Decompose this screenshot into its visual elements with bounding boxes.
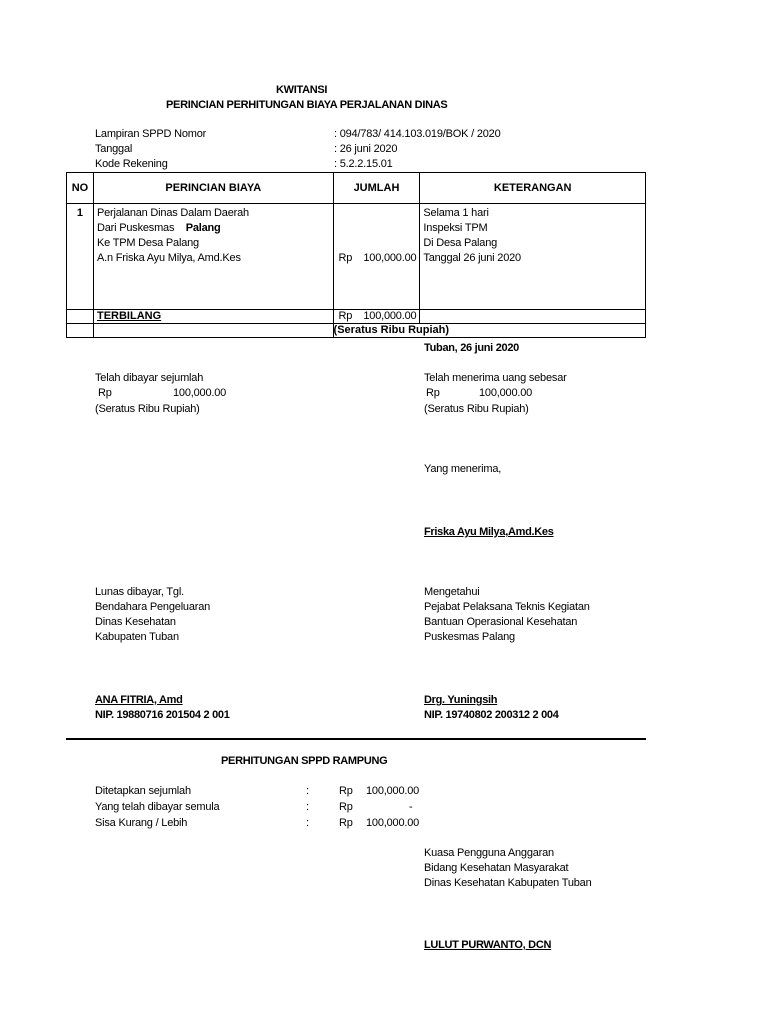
bok-label: Bantuan Operasional Kesehatan <box>424 616 578 628</box>
document-subtitle: PERINCIAN PERHITUNGAN BIAYA PERJALANAN DINAS <box>166 99 448 111</box>
rampung-title: PERHITUNGAN SPPD RAMPUNG <box>221 755 388 767</box>
lampiran-label: Lampiran SPPD Nomor <box>95 128 207 140</box>
jumlah-cell: Rp 100,000.00 <box>338 252 417 264</box>
terbilang-words: (Seratus Ribu Rupiah) <box>333 324 450 336</box>
rampung-colon: : <box>306 801 309 813</box>
keterangan-line: Inspeksi TPM <box>423 222 488 234</box>
document-title: KWITANSI <box>276 84 328 96</box>
perincian-line: A.n Friska Ayu Milya, Amd.Kes <box>96 252 241 264</box>
bendahara-label: Bendahara Pengeluaran <box>95 601 211 613</box>
rampung-colon: : <box>306 785 309 797</box>
receiver-name: Friska Ayu Milya,Amd.Kes <box>424 526 554 538</box>
cost-table <box>66 172 646 338</box>
keterangan-line: Di Desa Palang <box>423 237 498 249</box>
bidang-label: Bidang Kesehatan Masyarakat <box>424 862 569 874</box>
mengetahui-label: Mengetahui <box>424 586 480 598</box>
rampung-colon: : <box>306 817 309 829</box>
divider <box>66 738 646 740</box>
rampung-value: - <box>409 801 413 813</box>
received-label: Telah menerima uang sebesar <box>424 372 567 384</box>
paid-words: (Seratus Ribu Rupiah) <box>95 403 200 415</box>
kode-rekening-value: : 5.2.2.15.01 <box>334 158 393 170</box>
tanggal-value: : 26 juni 2020 <box>334 143 398 155</box>
rampung-value: 100,000.00 <box>366 817 420 829</box>
perincian-line-2: Dari Puskesmas Palang <box>96 222 221 234</box>
perincian-line: Perjalanan Dinas Dalam Daerah <box>96 207 249 219</box>
bendahara-name: ANA FITRIA, Amd <box>95 694 183 706</box>
rampung-rp: Rp <box>339 817 353 829</box>
col-keterangan: KETERANGAN <box>420 173 646 204</box>
table-header-row <box>67 173 646 204</box>
rampung-label: Ditetapkan sejumlah <box>95 785 191 797</box>
dinas-label: Dinas Kesehatan <box>95 616 176 628</box>
perincian-line: Ke TPM Desa Palang <box>96 237 199 249</box>
col-no: NO <box>67 173 94 204</box>
terbilang-row: TERBILANG Rp 100,000.00 <box>67 310 646 324</box>
table-row <box>67 204 646 310</box>
lunas-label: Lunas dibayar, Tgl. <box>95 586 184 598</box>
rampung-label: Yang telah dibayar semula <box>95 801 220 813</box>
rampung-value: 100,000.00 <box>366 785 420 797</box>
kuasa-name: LULUT PURWANTO, DCN <box>424 939 552 951</box>
terbilang-label: TERBILANG <box>96 310 162 322</box>
keterangan-line: Selama 1 hari <box>423 207 489 219</box>
kuasa-label: Kuasa Pengguna Anggaran <box>424 847 554 859</box>
received-amount: 100,000.00 <box>479 387 533 399</box>
rampung-rp: Rp <box>339 801 353 813</box>
dinkes-label: Dinas Kesehatan Kabupaten Tuban <box>424 877 592 889</box>
col-jumlah: JUMLAH <box>333 173 420 204</box>
pejabat-label: Pejabat Pelaksana Teknis Kegiatan <box>424 601 590 613</box>
received-rp: Rp <box>426 387 440 399</box>
keterangan-line: Tanggal 26 juni 2020 <box>423 252 521 264</box>
paid-amount: 100,000.00 <box>173 387 227 399</box>
rampung-rp: Rp <box>339 785 353 797</box>
kode-rekening-label: Kode Rekening <box>95 158 168 170</box>
row-number: 1 <box>76 207 84 219</box>
received-words: (Seratus Ribu Rupiah) <box>424 403 529 415</box>
tanggal-label: Tanggal <box>95 143 133 155</box>
terbilang-value: 100,000.00 <box>363 310 417 322</box>
paid-rp: Rp <box>98 387 112 399</box>
pejabat-name: Drg. Yuningsih <box>424 694 498 706</box>
pejabat-nip: NIP. 19740802 200312 2 004 <box>424 709 559 721</box>
puskesmas-label: Puskesmas Palang <box>424 631 515 643</box>
paid-label: Telah dibayar sejumlah <box>95 372 204 384</box>
col-perincian: PERINCIAN BIAYA <box>93 173 333 204</box>
lampiran-value: : 094/783/ 414.103.019/BOK / 2020 <box>334 128 501 140</box>
kabupaten-label: Kabupaten Tuban <box>95 631 179 643</box>
yang-menerima: Yang menerima, <box>424 463 502 475</box>
place-date: Tuban, 26 juni 2020 <box>424 342 519 354</box>
bendahara-nip: NIP. 19880716 201504 2 001 <box>95 709 230 721</box>
rampung-label: Sisa Kurang / Lebih <box>95 817 188 829</box>
